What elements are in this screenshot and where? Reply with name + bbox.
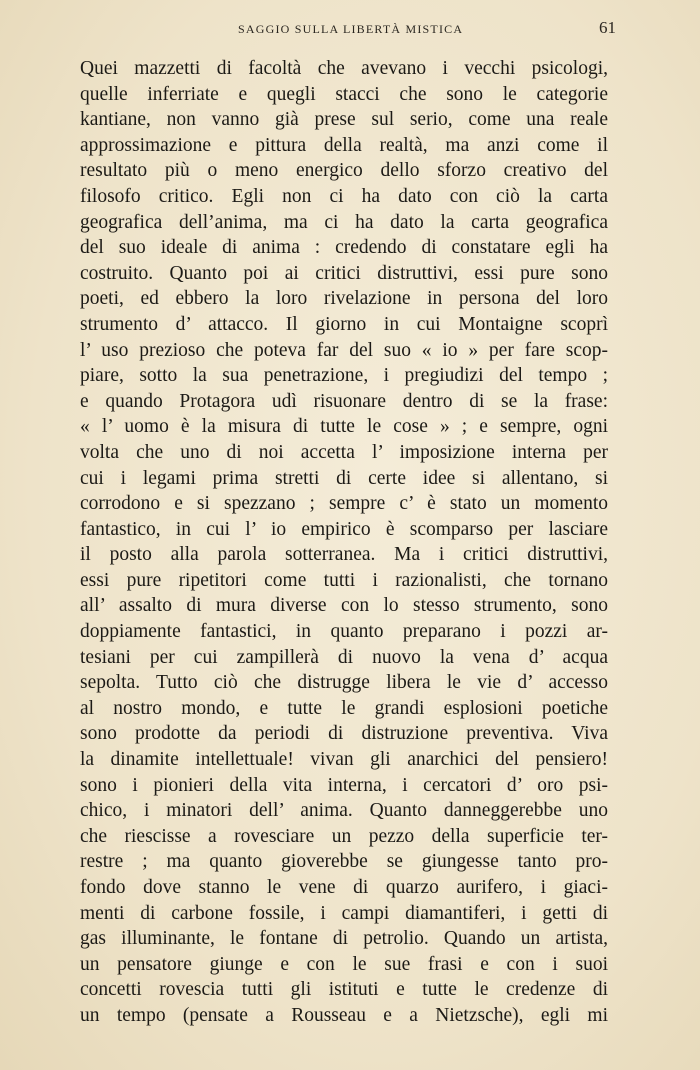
text-line: l’ uso prezioso che poteva far del suo « io » per fare scop-: [80, 339, 608, 361]
text-line: fondo dove stanno le vene di quarzo aurifero, i giaci-: [80, 877, 608, 898]
text-line: quelle inferriate e quegli stacci che sono le categorie: [80, 83, 608, 105]
text-line: sepolta. Tutto ciò che distrugge libera le vie d’ accesso: [80, 672, 608, 694]
text-line: un pensatore giunge e con le sue frasi e con i suoi: [80, 953, 608, 975]
text-line: e quando Protagora udì risuonare dentro di se la frase:: [80, 390, 608, 412]
page-number: 61: [599, 18, 616, 37]
text-line: filosofo critico. Egli non ci ha dato con ciò la carta: [80, 185, 608, 207]
text-line: costruito. Quanto poi ai critici distruttivi, essi pure sono: [80, 262, 608, 284]
text-line: del suo ideale di anima : credendo di constatare egli ha: [80, 237, 608, 259]
text-line: geografica dell’anima, ma ci ha dato la carta geografica: [80, 211, 608, 233]
text-line: Quei mazzetti di facoltà che avevano i vecchi psicologi,: [80, 58, 608, 79]
text-line: poeti, ed ebbero la loro rivelazione in persona del loro: [80, 288, 608, 310]
text-line: il posto alla parola sotterranea. Ma i critici distruttivi,: [80, 544, 608, 566]
text-line: essi pure ripetitori come tutti i razionalisti, che tornano: [80, 569, 608, 591]
text-line: approssimazione e pittura della realtà, ma anzi come il: [80, 134, 608, 156]
text-line: sono i pionieri della vita interna, i cercatori d’ oro psi-: [80, 774, 608, 796]
text-line: corrodono e si spezzano ; sempre c’ è stato un momento: [80, 493, 608, 515]
text-line: che riescisse a rovesciare un pezzo della superficie ter-: [80, 825, 608, 847]
text-line: la dinamite intellettuale! vivan gli anarchici del pensiero!: [80, 749, 608, 771]
text-line: restre ; ma quanto gioverebbe se giungesse tanto pro-: [80, 851, 608, 873]
text-line: « l’ uomo è la misura di tutte le cose » ; e sempre, ogni: [80, 416, 608, 438]
running-title: SAGGIO SULLA LIBERTÀ MISTICA: [238, 22, 464, 36]
text-line: kantiane, non vanno già prese sul serio, come una reale: [80, 109, 608, 131]
text-line: volta che uno di noi accetta l’ imposizione interna per: [80, 441, 608, 463]
text-line: al nostro mondo, e tutte le grandi esplosioni poetiche: [80, 697, 608, 719]
text-line: chico, i minatori dell’ anima. Quanto danneggerebbe uno: [80, 800, 608, 822]
text-line: cui i legami prima stretti di certe idee si allentano, si: [80, 467, 608, 489]
text-line: doppiamente fantastici, in quanto preparano i pozzi ar-: [80, 621, 608, 643]
text-line: concetti rovescia tutti gli istituti e tutte le credenze di: [80, 979, 608, 1001]
text-line: menti di carbone fossile, i campi diamantiferi, i getti di: [80, 902, 608, 924]
text-line: strumento d’ attacco. Il giorno in cui Montaigne scoprì: [80, 313, 608, 335]
text-line: all’ assalto di mura diverse con lo stesso strumento, sono: [80, 595, 608, 617]
text-line: gas illuminante, le fontane di petrolio. Quando un artista,: [80, 928, 608, 950]
text-line: sono prodotte da periodi di distruzione preventiva. Viva: [80, 723, 608, 745]
body-text: [80, 56, 608, 1029]
text-line: un tempo (pensate a Rousseau e a Nietzsche), egli mi: [80, 1004, 608, 1026]
text-line: tesiani per cui zampillerà di nuovo la vena d’ acqua: [80, 646, 608, 668]
text-line: resultato più o meno energico dello sforzo creativo del: [80, 160, 608, 182]
running-head: [0, 18, 700, 40]
text-line: piare, sotto la sua penetrazione, i pregiudizi del tempo ;: [80, 365, 608, 387]
text-line: fantastico, in cui l’ io empirico è scomparso per lasciare: [80, 518, 608, 540]
